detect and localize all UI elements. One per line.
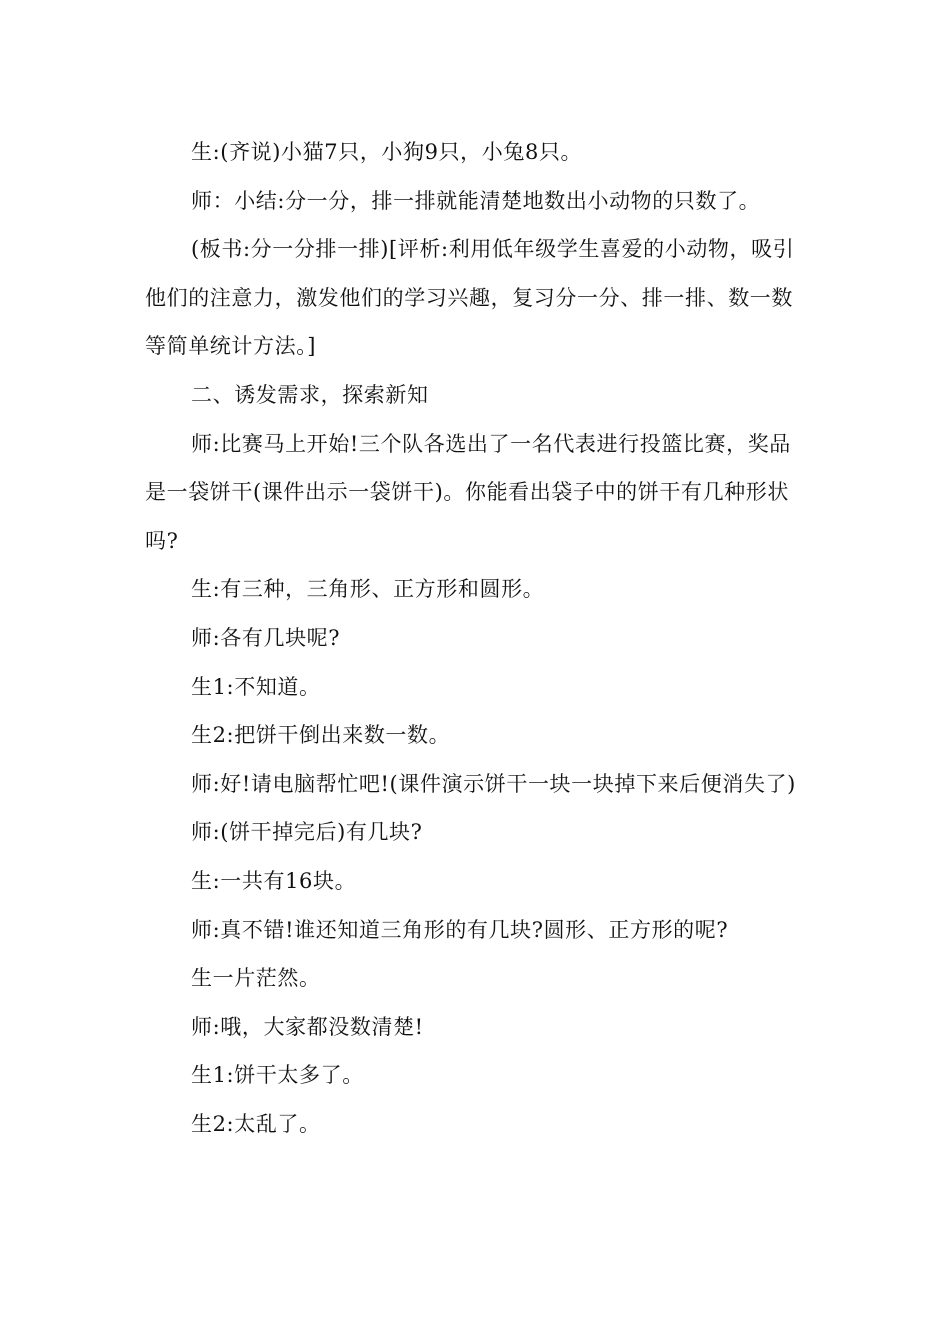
paragraph-students-confused: 生一片茫然。 bbox=[191, 966, 321, 991]
paragraph-student1-dont-know: 生1:不知道。 bbox=[191, 674, 321, 699]
paragraph-teacher-how-many: 师:各有几块呢? bbox=[191, 625, 341, 650]
paragraph-student-three-shapes: 生:有三种，三角形、正方形和圆形。 bbox=[191, 577, 545, 602]
paragraph-student-sixteen: 生:一共有16块。 bbox=[191, 868, 357, 893]
paragraph-teacher-not-counted: 师:哦，大家都没数清楚! bbox=[191, 1014, 424, 1039]
paragraph-student1-too-many: 生1:饼干太多了。 bbox=[191, 1063, 364, 1088]
paragraph-teacher-computer-demo: 师:好!请电脑帮忙吧!(课件演示饼干一块一块掉下来后便消失了) bbox=[191, 771, 796, 796]
paragraph-board-note-analysis: (板书:分一分排一排)[评析:利用低年级学生喜爱的小动物，吸引他们的注意力，激发他们的学习兴趣，复习分一分、排一排、数一数等简单统计方法。] bbox=[145, 237, 795, 359]
paragraph-teacher-which-shapes: 师:真不错!谁还知道三角形的有几块?圆形、正方形的呢? bbox=[191, 917, 729, 942]
paragraph-student2-pour-out: 生2:把饼干倒出来数一数。 bbox=[191, 723, 451, 748]
paragraph-teacher-competition: 师:比赛马上开始!三个队各选出了一名代表进行投篮比赛，奖品是一袋饼干(课件出示一袋饼干)。你能看出袋子中的饼干有几种形状吗? bbox=[145, 431, 791, 553]
paragraph-student2-too-messy: 生2:太乱了。 bbox=[191, 1111, 321, 1136]
section-heading: 二、诱发需求，探索新知 bbox=[191, 382, 429, 407]
paragraph-teacher-after-falling: 师:(饼干掉完后)有几块? bbox=[191, 820, 423, 845]
paragraph-teacher-summary: 师：小结:分一分，排一排就能清楚地数出小动物的只数了。 bbox=[191, 188, 761, 213]
paragraph-student-answer-animals: 生:(齐说)小猫7只，小狗9只，小兔8只。 bbox=[191, 140, 583, 164]
document-body bbox=[145, 128, 810, 1148]
